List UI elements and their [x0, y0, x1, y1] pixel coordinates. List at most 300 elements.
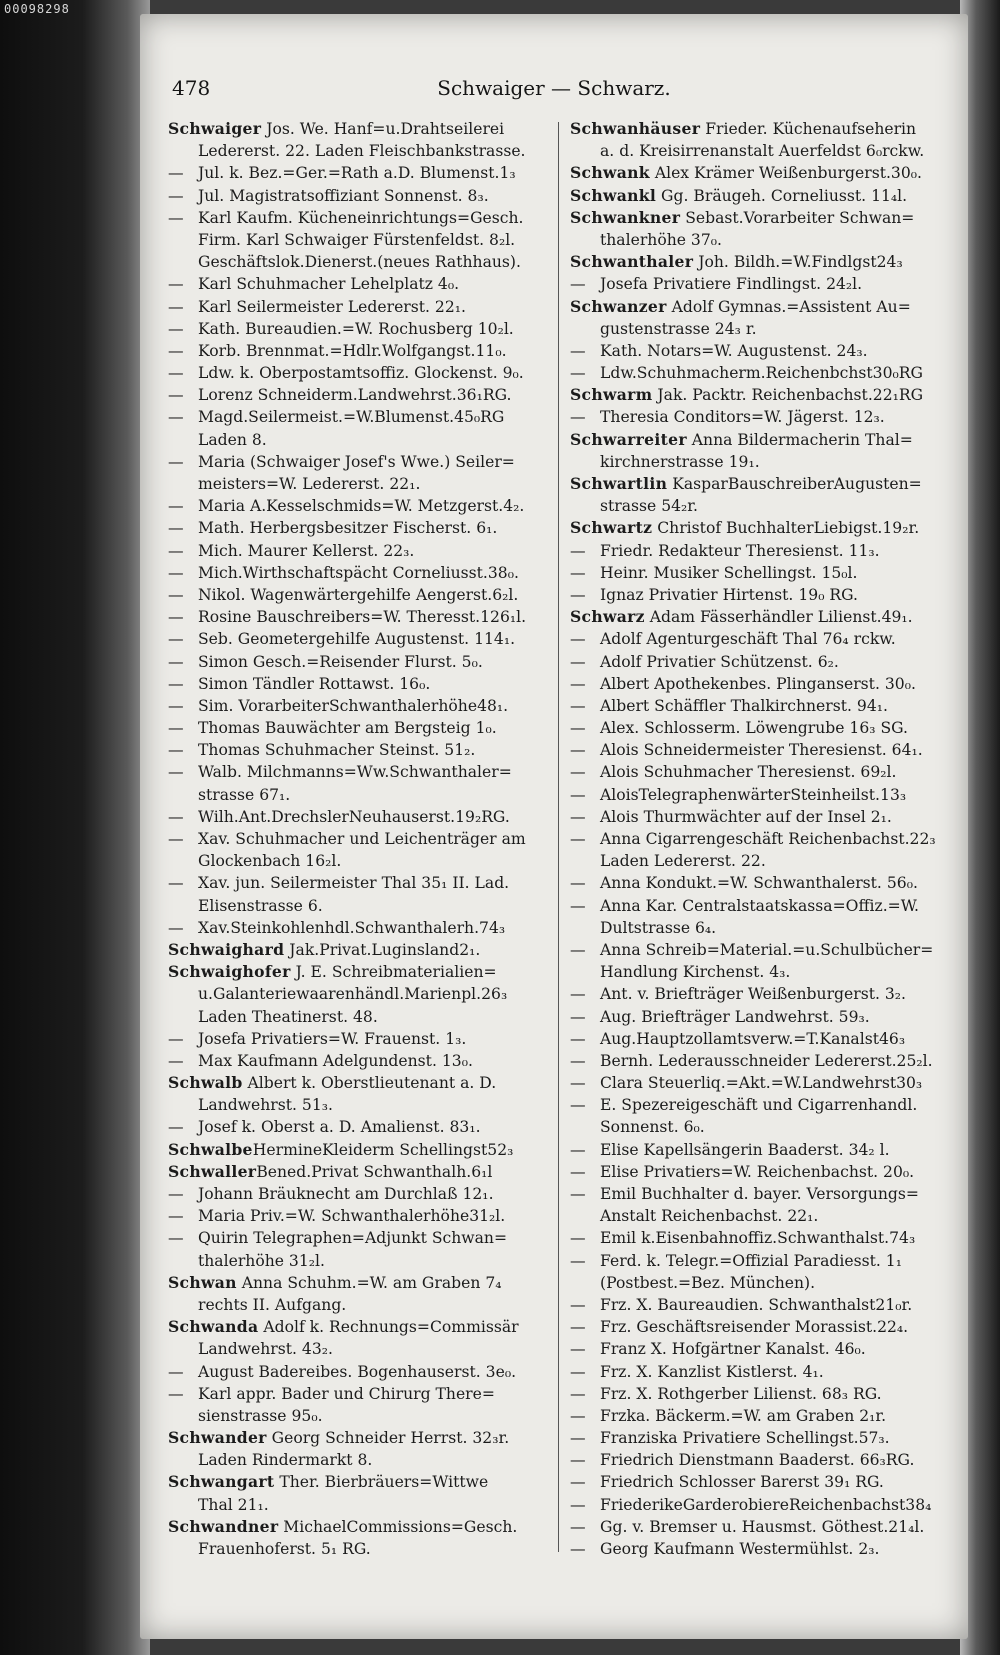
directory-entry-sub: [168, 495, 552, 517]
entry-text: rechts II. Aufgang.: [198, 1295, 347, 1314]
entry-text: Adolf Gymnas.=Assistent Au=: [666, 297, 911, 316]
ditto-dash: —: [570, 1540, 586, 1558]
directory-entry-sub: [570, 895, 954, 917]
ditto-dash: —: [168, 1185, 184, 1203]
directory-entry-sub: [168, 540, 552, 562]
entry-text: thalerhöhe 31₂l.: [198, 1251, 325, 1270]
entry-surname: Schwander: [168, 1428, 267, 1448]
directory-entry-sub: [168, 1028, 552, 1050]
entry-text: Thomas Schuhmacher Steinst. 51₂.: [198, 741, 476, 760]
scan-id: 00098298: [4, 2, 70, 16]
directory-entry-continuation: [168, 1250, 552, 1272]
directory-entry-sub: [168, 384, 552, 406]
entry-surname: Schwartz: [570, 518, 653, 538]
directory-entry-sub: [570, 1183, 954, 1205]
directory-entry-sub: [168, 695, 552, 717]
entry-text: Anna Schuhm.=W. am Graben 7₄: [236, 1273, 502, 1292]
entry-text: Joh. Bildh.=W.Findlgst24₃: [693, 253, 903, 272]
entry-text: August Badereibes. Bogenhauserst. 3e₀.: [198, 1362, 517, 1381]
directory-entry-continuation: [570, 451, 954, 473]
ditto-dash: —: [168, 164, 184, 183]
entry-text: Kath. Bureaudien.=W. Rochusberg 10₂l.: [198, 319, 514, 338]
directory-entry-sub: [168, 872, 552, 894]
entry-surname: Schwan: [168, 1272, 237, 1292]
ditto-dash: —: [168, 319, 184, 338]
entry-text: meisters=W. Ledererst. 22₁.: [198, 475, 421, 493]
directory-entry-sub: [570, 1405, 954, 1427]
directory-entry-sub: [168, 673, 552, 695]
entry-text: Maria A.Kesselschmids=W. Metzgerst.4₂.: [198, 497, 525, 516]
ditto-dash: —: [168, 275, 184, 294]
ditto-dash: —: [570, 1051, 586, 1070]
entry-text: Elise Kapellsängerin Baaderst. 34₂ l.: [600, 1140, 890, 1159]
ditto-dash: —: [168, 741, 184, 760]
entry-text: Franz X. Hofgärtner Kanalst. 46₀.: [600, 1340, 866, 1359]
entry-text: Walb. Milchmanns=Ww.Schwanthaler=: [198, 763, 512, 782]
directory-entry-continuation: [168, 850, 552, 872]
directory-entry-sub: [570, 828, 954, 850]
directory-entry-continuation: [168, 140, 552, 162]
ditto-dash: —: [570, 1295, 586, 1314]
ditto-dash: —: [168, 807, 184, 826]
entry-text: Thal 21₁.: [198, 1495, 269, 1514]
ditto-dash: —: [570, 341, 586, 360]
ditto-dash: —: [570, 1362, 586, 1381]
entry-text: Franziska Privatiere Schellingst.57₃.: [600, 1429, 890, 1448]
ditto-dash: —: [570, 830, 586, 848]
running-head: Schwaiger — Schwarz.: [437, 76, 671, 100]
entry-text: Josefa Privatiere Findlingst. 24₂l.: [600, 275, 863, 294]
entry-surname: Schwarreiter: [570, 429, 687, 449]
ditto-dash: —: [570, 408, 586, 427]
directory-entry-sub: [570, 1516, 954, 1538]
directory-entry-sub: [168, 517, 552, 539]
entry-text: Anna Kar. Centralstaatskassa=Offiz.=W.: [600, 896, 920, 915]
ditto-dash: —: [168, 341, 184, 360]
entry-text: Anna Cigarrengeschäft Reichenbachst.22₃: [600, 830, 936, 848]
directory-entry-head: [168, 1139, 552, 1161]
ditto-dash: —: [168, 585, 184, 604]
directory-entry-continuation: [570, 495, 954, 517]
entry-text: Jul. k. Bez.=Ger.=Rath a.D. Blumenst.1₃: [198, 164, 516, 183]
directory-entry-head: [168, 1427, 552, 1449]
entry-text: Karl appr. Bader und Chirurg There=: [198, 1384, 495, 1403]
entry-text: Adam Fässerhändler Lilienst.49₁.: [644, 608, 913, 627]
entry-text: Ignaz Privatier Hirtenst. 19₀ RG.: [600, 585, 858, 604]
entry-text: Ther. Bierbräuers=Wittwe: [274, 1473, 489, 1492]
entry-text: Christof BuchhalterLiebigst.19₂r.: [652, 519, 920, 538]
ditto-dash: —: [570, 1096, 586, 1115]
entry-surname: Schwartlin: [570, 474, 668, 493]
entry-text: Anna Bildermacherin Thal=: [686, 430, 913, 449]
directory-entry-sub: [168, 340, 552, 362]
entry-text: Korb. Brennmat.=Hdlr.Wolfgangst.11₀.: [198, 341, 507, 360]
entry-text: Emil k.Eisenbahnoffiz.Schwanthalst.74₃: [600, 1229, 916, 1248]
entry-surname: Schwankl: [570, 185, 657, 205]
entry-text: E. Spezereigeschäft und Cigarrenhandl.: [600, 1096, 918, 1115]
directory-entry-sub: [168, 1205, 552, 1227]
directory-entry-continuation: [570, 917, 954, 939]
directory-entry-head: [168, 1072, 552, 1094]
ditto-dash: —: [570, 896, 586, 915]
directory-entry-continuation: [168, 784, 552, 806]
ditto-dash: —: [168, 1384, 184, 1403]
entry-text: Alois Schneidermeister Theresienst. 64₁.: [600, 741, 923, 760]
directory-entry-sub: [168, 1361, 552, 1383]
ditto-dash: —: [570, 696, 586, 715]
directory-entry-sub: [168, 562, 552, 584]
entry-text: strasse 54₂r.: [600, 497, 699, 516]
ditto-dash: —: [570, 1473, 586, 1492]
entry-surname: Schwalbe: [168, 1139, 253, 1159]
directory-entry-sub: [570, 273, 954, 295]
ditto-dash: —: [570, 364, 586, 383]
directory-entry-sub: [168, 362, 552, 384]
ditto-dash: —: [168, 186, 184, 205]
ditto-dash: —: [570, 1451, 586, 1470]
entry-text: Clara Steuerliq.=Akt.=W.Landwehrst30₃: [600, 1074, 923, 1093]
entry-text: (Postbest.=Bez. München).: [600, 1273, 816, 1292]
ditto-dash: —: [168, 1029, 184, 1048]
ditto-dash: —: [168, 208, 184, 227]
entry-text: Xav.Steinkohlenhdl.Schwanthalerh.74₃: [198, 918, 506, 937]
directory-entry-continuation: [570, 961, 954, 983]
directory-entry-continuation: [168, 229, 552, 251]
directory-entry-continuation: [168, 1338, 552, 1360]
directory-entry-continuation: [570, 1116, 954, 1138]
directory-entry-sub: [168, 318, 552, 340]
ditto-dash: —: [570, 1406, 586, 1425]
directory-entry-sub: [570, 939, 954, 961]
directory-entry-sub: [570, 1294, 954, 1316]
directory-entry-sub: [570, 1316, 954, 1338]
directory-entry-sub: [570, 1050, 954, 1072]
entry-text: Josef k. Oberst a. D. Amalienst. 83₁.: [198, 1118, 481, 1137]
directory-entry-sub: [570, 806, 954, 828]
ditto-dash: —: [168, 918, 184, 937]
entry-text: Dultstrasse 6₄.: [600, 918, 717, 937]
ditto-dash: —: [570, 1517, 586, 1536]
entry-text: strasse 67₁.: [198, 785, 291, 804]
directory-entry-sub: [168, 273, 552, 295]
entry-text: Sebast.Vorarbeiter Schwan=: [680, 208, 915, 227]
directory-entry-sub: [570, 1072, 954, 1094]
directory-entry-head: [168, 1161, 552, 1183]
directory-entry-sub: [570, 362, 954, 384]
directory-entry-continuation: [168, 1094, 552, 1116]
directory-entry-sub: [168, 584, 552, 606]
directory-entry-sub: [168, 1383, 552, 1405]
ditto-dash: —: [570, 1007, 586, 1026]
directory-entry-sub: [570, 695, 954, 717]
ditto-dash: —: [168, 696, 184, 715]
entry-text: Bened.Privat Schwanthalh.6₁l: [256, 1162, 493, 1181]
entry-surname: Schwaiger: [168, 119, 262, 138]
entry-text: Laden 8.: [198, 430, 267, 449]
directory-entry-continuation: [570, 318, 954, 340]
ditto-dash: —: [570, 674, 586, 693]
directory-entry-sub: [168, 406, 552, 428]
directory-entry-head: [168, 939, 552, 961]
directory-entry-sub: [570, 340, 954, 362]
directory-entry-continuation: [168, 1405, 552, 1427]
ditto-dash: —: [168, 386, 184, 405]
ditto-dash: —: [570, 1140, 586, 1159]
ditto-dash: —: [570, 1074, 586, 1093]
ditto-dash: —: [570, 874, 586, 893]
entry-text: Ferd. k. Telegr.=Offizial Paradiesst. 1₁: [600, 1251, 902, 1270]
entry-text: Anstalt Reichenbachst. 22₁.: [600, 1207, 819, 1226]
directory-entry-sub: [168, 828, 552, 850]
entry-text: Mich. Maurer Kellerst. 22₃.: [198, 541, 415, 560]
ditto-dash: —: [570, 585, 586, 604]
ditto-dash: —: [570, 1318, 586, 1337]
entry-text: sienstrasse 95₀.: [198, 1406, 323, 1425]
directory-entry-sub: [570, 406, 954, 428]
entry-text: Alois Thurmwächter auf der Insel 2₁.: [600, 807, 892, 826]
directory-entry-head: [570, 207, 954, 229]
page-number: 478: [172, 76, 211, 100]
ditto-dash: —: [570, 1495, 586, 1514]
ditto-dash: —: [168, 297, 184, 316]
ditto-dash: —: [570, 1384, 586, 1403]
directory-entry-sub: [570, 717, 954, 739]
directory-entry-sub: [168, 806, 552, 828]
entry-text: Ant. v. Briefträger Weißenburgerst. 3₂.: [600, 985, 907, 1004]
entry-text: Adolf Agenturgeschäft Thal 76₄ rckw.: [600, 630, 896, 649]
entry-text: Friedrich Schlosser Barerst 39₁ RG.: [600, 1473, 884, 1492]
ditto-dash: —: [570, 275, 586, 294]
entry-text: Adolf Privatier Schützenst. 6₂.: [600, 652, 839, 671]
directory-entry-sub: [570, 1427, 954, 1449]
directory-entry-sub: [570, 1028, 954, 1050]
directory-entry-sub: [168, 1227, 552, 1249]
directory-entry-continuation: [168, 1006, 552, 1028]
directory-entry-head: [570, 473, 954, 495]
entry-text: Karl Kaufm. Kücheneinrichtungs=Gesch.: [198, 208, 524, 227]
entry-text: u.Galanteriewaarenhändl.Marienpl.26₃: [198, 985, 508, 1004]
entry-surname: Schwarz: [570, 607, 645, 627]
entry-surname: Schwank: [570, 163, 650, 183]
entry-text: Geschäftslok.Dienerst.(neues Rathhaus).: [198, 253, 521, 272]
directory-entry-sub: [570, 1383, 954, 1405]
directory-entry-sub: [168, 185, 552, 207]
entry-surname: Schwandner: [168, 1516, 279, 1536]
ditto-dash: —: [570, 563, 586, 582]
directory-entry-head: [168, 1272, 552, 1294]
page-header: [170, 76, 938, 104]
directory-entry-sub: [168, 296, 552, 318]
entry-text: Karl Seilermeister Ledererst. 22₁.: [198, 297, 466, 316]
entry-text: Frz. Geschäftsreisender Morassist.22₄.: [600, 1318, 909, 1337]
directory-entry-sub: [168, 606, 552, 628]
directory-entry-sub: [570, 1449, 954, 1471]
directory-entry-sub: [570, 1250, 954, 1272]
directory-entry-head: [570, 162, 954, 184]
directory-entry-head: [570, 296, 954, 318]
ditto-dash: —: [168, 497, 184, 516]
entry-text: Frz. X. Baureaudien. Schwanthalst21₀r.: [600, 1295, 913, 1314]
entry-text: Jos. We. Hanf=u.Drahtseilerei: [261, 120, 505, 138]
entry-text: Georg Kaufmann Westermühlst. 2₃.: [600, 1540, 880, 1558]
directory-entry-head: [570, 606, 954, 628]
entry-text: Laden Ledererst. 22.: [600, 852, 766, 871]
entry-text: Quirin Telegraphen=Adjunkt Schwan=: [198, 1229, 508, 1248]
entry-text: Aug. Briefträger Landwehrst. 59₃.: [600, 1007, 870, 1026]
entry-text: gustenstrasse 24₃ r.: [600, 319, 757, 338]
directory-entry-sub: [168, 162, 552, 184]
ditto-dash: —: [168, 608, 184, 627]
directory-entry-sub: [570, 1161, 954, 1183]
entry-text: Frz. X. Rothgerber Lilienst. 68₃ RG.: [600, 1384, 882, 1403]
ditto-dash: —: [570, 652, 586, 671]
entry-text: Magd.Seilermeist.=W.Blumenst.45₀RG: [198, 408, 505, 427]
ditto-dash: —: [168, 563, 184, 582]
entry-text: Maria (Schwaiger Josef's Wwe.) Seiler=: [198, 452, 515, 471]
directory-entry-sub: [570, 673, 954, 695]
directory-entry-sub: [168, 739, 552, 761]
entry-text: Friedr. Redakteur Theresienst. 11₃.: [600, 541, 880, 560]
directory-page: [140, 14, 968, 1639]
ditto-dash: —: [168, 1362, 184, 1381]
ditto-dash: —: [570, 541, 586, 560]
entry-text: Heinr. Musiker Schellingst. 15₀l.: [600, 563, 858, 582]
ditto-dash: —: [168, 763, 184, 782]
entry-text: Ledererst. 22. Laden Fleischbankstrasse.: [198, 142, 526, 161]
entry-text: Alois Schuhmacher Theresienst. 69₂l.: [600, 763, 897, 782]
directory-entry-sub: [570, 739, 954, 761]
entry-text: thalerhöhe 37₀.: [600, 230, 722, 249]
directory-entry-continuation: [168, 1449, 552, 1471]
directory-entry-sub: [570, 872, 954, 894]
directory-entry-sub: [570, 983, 954, 1005]
ditto-dash: —: [168, 541, 184, 560]
entry-surname: Schwanhäuser: [570, 119, 701, 138]
directory-entry-sub: [570, 1139, 954, 1161]
entry-text: Gg. v. Bremser u. Hausmst. Göthest.21₄l.: [600, 1517, 925, 1536]
entry-text: Glockenbach 16₂l.: [198, 852, 342, 871]
entry-text: Maria Priv.=W. Schwanthalerhöhe31₂l.: [198, 1207, 506, 1226]
scan-edge-left: [0, 0, 150, 1655]
directory-entry-sub: [168, 917, 552, 939]
ditto-dash: —: [168, 1229, 184, 1248]
entry-surname: Schwangart: [168, 1472, 275, 1492]
entry-text: Bernh. Lederausschneider Ledererst.25₂l.: [600, 1051, 933, 1070]
directory-entry-sub: [570, 651, 954, 673]
entry-text: Alex. Schlosserm. Löwengrube 16₃ SG.: [600, 719, 909, 738]
entry-text: Alex Krämer Weißenburgerst.30₀.: [649, 164, 922, 183]
directory-entry-sub: [570, 1338, 954, 1360]
ditto-dash: —: [570, 1162, 586, 1181]
directory-entry-sub: [570, 1094, 954, 1116]
ditto-dash: —: [570, 1185, 586, 1203]
ditto-dash: —: [168, 652, 184, 671]
directory-entry-continuation: [168, 251, 552, 273]
directory-entry-sub: [168, 761, 552, 783]
directory-entry-sub: [570, 1361, 954, 1383]
directory-entry-head: [570, 251, 954, 273]
entry-text: Jak. Packtr. Reichenbachst.22₁RG: [652, 386, 924, 405]
ditto-dash: —: [168, 1051, 184, 1070]
ditto-dash: —: [168, 630, 184, 649]
ditto-dash: —: [168, 874, 184, 893]
entry-surname: Schwanda: [168, 1317, 259, 1337]
ditto-dash: —: [570, 807, 586, 826]
left-column: [168, 118, 552, 1560]
directory-entry-sub: [570, 1538, 954, 1560]
directory-entry-head: [168, 961, 552, 983]
entry-surname: Schwanthaler: [570, 252, 694, 272]
entry-text: Albert Schäffler Thalkirchnerst. 94₁.: [600, 696, 888, 715]
entry-text: MichaelCommissions=Gesch.: [278, 1517, 518, 1536]
directory-entry-sub: [570, 1494, 954, 1516]
entry-text: Frieder. Küchenaufseherin: [700, 120, 917, 138]
ditto-dash: —: [570, 630, 586, 649]
directory-entry-sub: [570, 562, 954, 584]
directory-entry-continuation: [570, 850, 954, 872]
directory-entry-sub: [168, 1116, 552, 1138]
entry-text: Xav. jun. Seilermeister Thal 35₁ II. Lad.: [198, 874, 510, 893]
directory-entry-head: [168, 118, 552, 140]
directory-entry-continuation: [168, 473, 552, 495]
directory-entry-sub: [168, 1183, 552, 1205]
directory-entry-head: [570, 429, 954, 451]
entry-text: Simon Tändler Rottawst. 16₀.: [198, 674, 431, 693]
ditto-dash: —: [168, 674, 184, 693]
entry-text: Firm. Karl Schwaiger Fürstenfeldst. 8₂l.: [198, 230, 516, 249]
directory-entry-sub: [570, 1006, 954, 1028]
ditto-dash: —: [168, 1118, 184, 1137]
ditto-dash: —: [570, 940, 586, 959]
entry-text: Simon Gesch.=Reisender Flurst. 5₀.: [198, 652, 483, 671]
entry-text: Elise Privatiers=W. Reichenbachst. 20₀.: [600, 1162, 915, 1181]
entry-text: Friedrich Dienstmann Baaderst. 66₃RG.: [600, 1451, 915, 1470]
entry-text: Emil Buchhalter d. bayer. Versorgungs=: [600, 1185, 919, 1203]
directory-entry-sub: [168, 651, 552, 673]
ditto-dash: —: [168, 364, 184, 383]
entry-text: J. E. Schreibmaterialien=: [290, 963, 497, 982]
entry-text: Ldw.Schuhmacherm.Reichenbchst30₀RG: [600, 364, 923, 383]
ditto-dash: —: [570, 985, 586, 1004]
ditto-dash: —: [570, 785, 586, 804]
entry-text: FriederikeGarderobiereReichenbachst38₄: [600, 1495, 932, 1514]
directory-entry-sub: [570, 1471, 954, 1493]
entry-text: Anna Schreib=Material.=u.Schulbücher=: [600, 940, 934, 959]
entry-text: Theresia Conditors=W. Jägerst. 12₃.: [600, 408, 885, 427]
ditto-dash: —: [168, 1207, 184, 1226]
entry-text: Rosine Bauschreibers=W. Theresst.126₁l.: [198, 608, 527, 627]
directory-entry-sub: [570, 761, 954, 783]
directory-entry-head: [570, 384, 954, 406]
entry-text: a. d. Kreisirrenanstalt Auerfeldst 6₀rckw.: [600, 142, 925, 161]
column-divider: [558, 122, 559, 1552]
entry-text: Anna Kondukt.=W. Schwanthalerst. 56₀.: [600, 874, 918, 893]
directory-entry-sub: [168, 207, 552, 229]
directory-entry-sub: [570, 1227, 954, 1249]
entry-text: KasparBauschreiberAugusten=: [667, 475, 922, 493]
entry-text: Sonnenst. 6₀.: [600, 1118, 705, 1137]
directory-entry-sub: [570, 784, 954, 806]
ditto-dash: —: [570, 1429, 586, 1448]
entry-text: HermineKleiderm Schellingst52₃: [252, 1140, 514, 1159]
directory-entry-head: [570, 118, 954, 140]
ditto-dash: —: [168, 719, 184, 738]
directory-entry-head: [570, 185, 954, 207]
ditto-dash: —: [570, 1340, 586, 1359]
entry-text: Albert k. Oberstlieutenant a. D.: [242, 1074, 497, 1093]
entry-text: Laden Theatinerst. 48.: [198, 1007, 378, 1026]
entry-text: Max Kaufmann Adelgundenst. 13₀.: [198, 1051, 473, 1070]
